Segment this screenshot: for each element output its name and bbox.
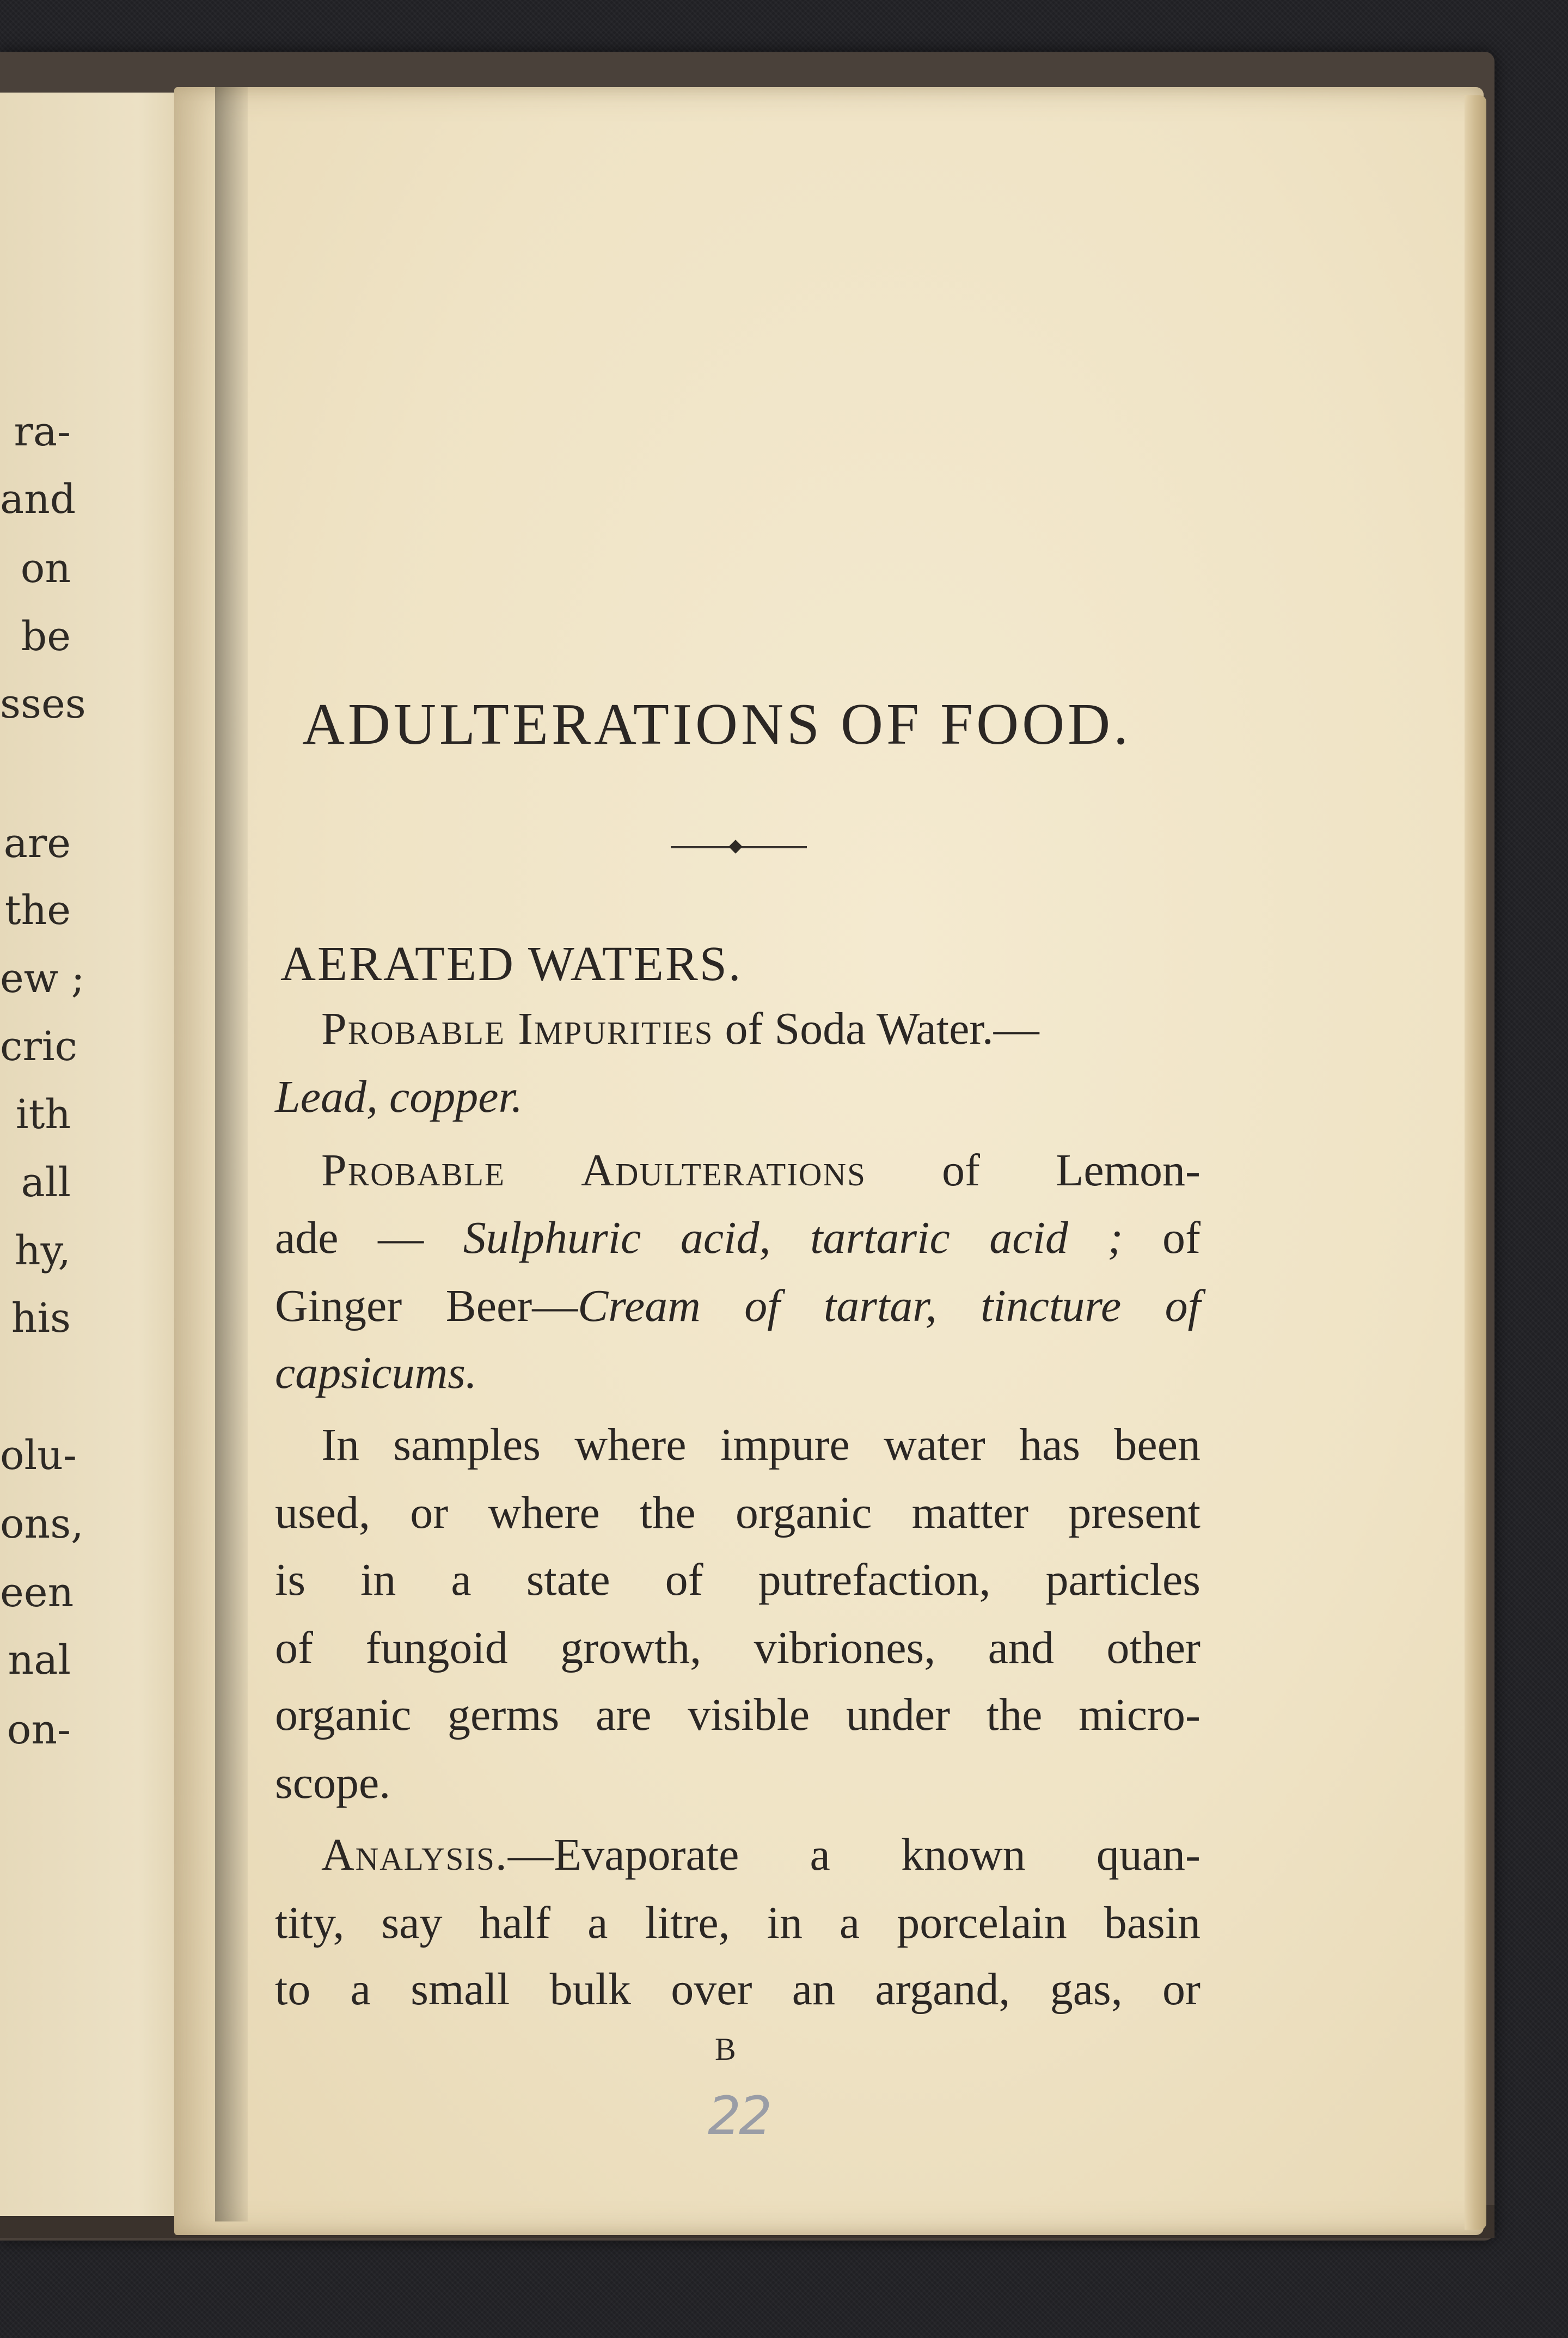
small-caps-term: Probable Impurities <box>321 1003 714 1054</box>
left-fragment: hy, <box>14 1227 71 1274</box>
paragraph-line: to a small bulk over an argand, gas, or <box>275 1964 1200 2015</box>
left-fragment: on- <box>7 1706 71 1753</box>
left-fragment: all <box>21 1159 71 1206</box>
paragraph-line: tity, say half a litre, in a porcelain basin <box>275 1898 1200 1948</box>
left-fragment: and <box>0 476 76 523</box>
left-fragment: are <box>3 820 71 867</box>
line-text: ade — <box>275 1213 463 1263</box>
signature-mark: B <box>715 2031 736 2067</box>
left-fragment: ons, <box>0 1501 84 1547</box>
italic-text: capsicums. <box>275 1348 477 1398</box>
page-title: ADULTERATIONS OF FOOD. <box>302 692 1132 757</box>
paragraph-line: is in a state of putrefaction, particles <box>275 1554 1200 1605</box>
line-text: Ginger Beer— <box>275 1281 578 1331</box>
left-fragment: his <box>11 1295 71 1342</box>
page-fore-edge <box>1465 95 1486 2230</box>
line-text: of Soda Water.— <box>713 1003 1039 1054</box>
line-text: of Lemon- <box>942 1145 1200 1196</box>
small-caps-term: Analysis. <box>321 1829 508 1880</box>
left-fragment: ra- <box>14 408 71 455</box>
paragraph-line <box>275 1215 1200 1261</box>
paragraph-line: scope. <box>275 1758 391 1808</box>
paragraph-line <box>321 1145 1200 1196</box>
small-caps-term: Probable <box>321 1145 506 1196</box>
paragraph-line <box>275 1350 1200 1396</box>
left-fragment: olu- <box>0 1432 77 1479</box>
small-caps-term: Adulterations <box>581 1145 866 1196</box>
pencil-page-number: 22 <box>708 2085 770 2146</box>
section-heading: AERATED WATERS. <box>280 937 743 991</box>
left-fragment: ith <box>15 1091 71 1138</box>
left-fragment: the <box>4 887 71 934</box>
italic-text: Lead, copper. <box>275 1072 523 1122</box>
left-fragment: een <box>0 1569 74 1616</box>
left-fragment: be <box>21 613 71 660</box>
line-text: of <box>1123 1213 1200 1263</box>
paragraph-line <box>321 1003 1200 1054</box>
paragraph-line <box>275 1074 1200 1120</box>
italic-text: Cream of tartar, tincture of <box>578 1281 1200 1331</box>
left-fragment: on <box>20 545 71 592</box>
gutter-shadow <box>215 87 248 2221</box>
left-fragment: sses <box>0 681 86 727</box>
left-fragment: ew ; <box>0 955 85 1002</box>
left-fragment: cric <box>0 1023 77 1070</box>
paragraph-line: of fungoid growth, vibriones, and other <box>275 1623 1200 1673</box>
paragraph-line: In samples where impure water has been <box>321 1419 1200 1470</box>
paragraph-line: used, or where the organic matter present <box>275 1488 1200 1538</box>
line-text: —Evaporate a known quan- <box>507 1829 1200 1880</box>
paragraph-line <box>275 1283 1200 1329</box>
left-fragment: nal <box>8 1637 71 1684</box>
paragraph-line: organic germs are visible under the micro- <box>275 1690 1200 1740</box>
italic-text: Sulphuric acid, tartaric acid ; <box>463 1213 1123 1263</box>
paragraph-line <box>321 1829 1200 1880</box>
